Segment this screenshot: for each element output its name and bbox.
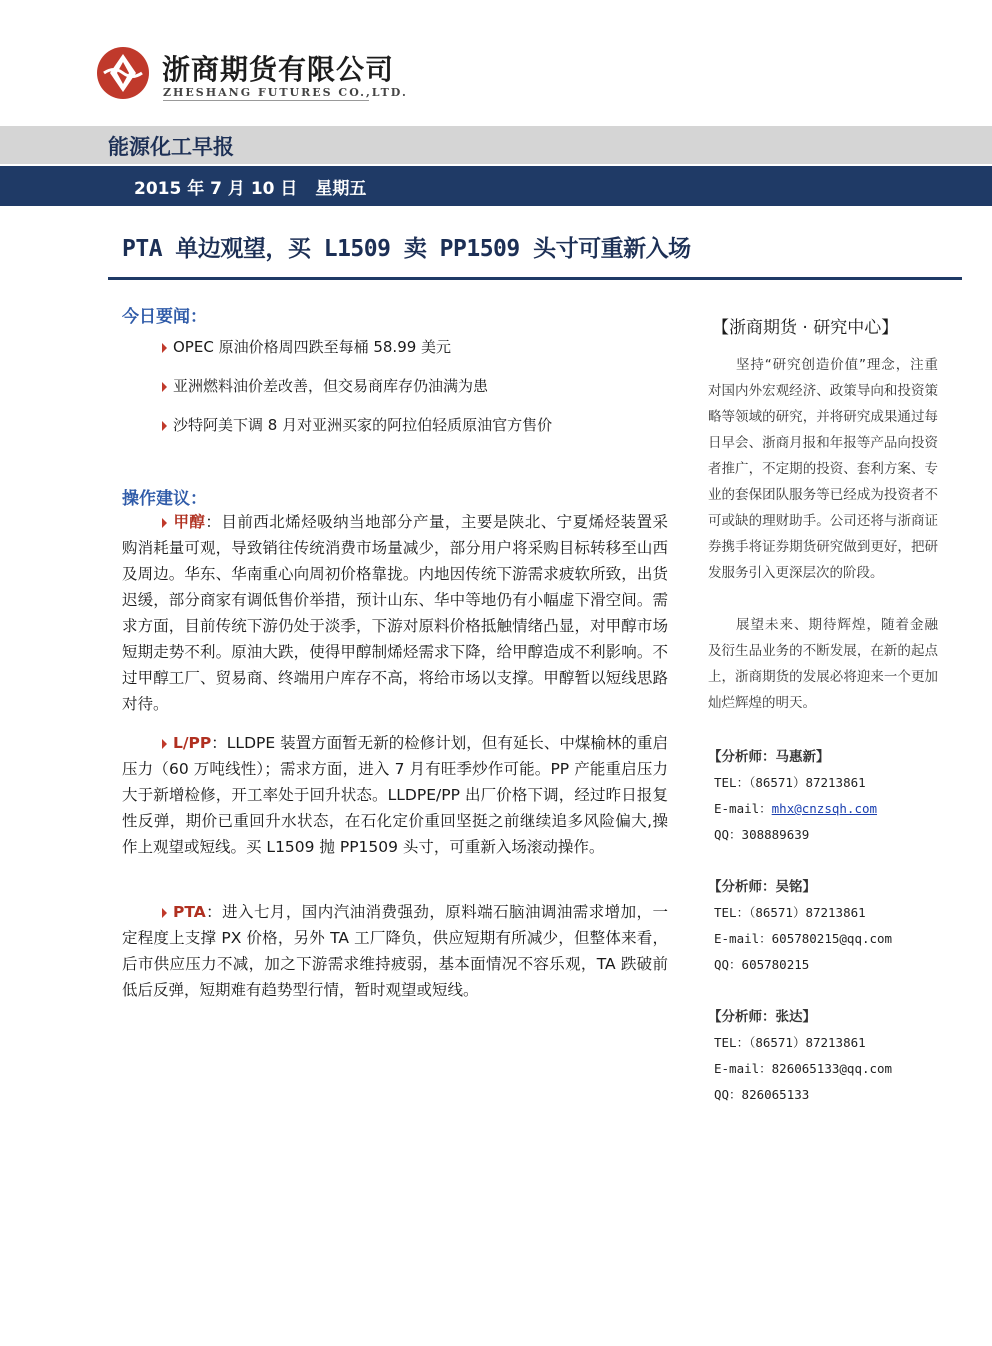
analyst-qq: QQ：826065133: [714, 1087, 810, 1102]
paragraph-text: ：目前西北烯烃吸纳当地部分产量，主要是陕北、宁夏烯烃装置采购消耗量可观，导致销往传统消费市场量减少，部分用户将采购目标转移至山西及周边。华东、华南重心向周初价格靠拢。内地因传统下游需求疲软所致，出货迟缓，部分商家有调低售价举措，预计山东、华中等地仍有小幅虚下滑空间。需求方面，目前传统下游仍处于淡季，下游对原料价格抵触情绪凸显，对甲醇市场短期走势不利。原油大跌，使得甲醇制烯烃需求下降，给甲醇造成不利影响。不过甲醇工厂、贸易商、终端用户库存不高，将给市场以支撑。甲醇暂以短线思路对待。: [122, 513, 668, 713]
report-type: 能源化工早报: [108, 135, 234, 159]
email-label: E-mail：: [714, 931, 772, 946]
advice-paragraph-lpp: [122, 730, 668, 860]
analyst-email-link[interactable]: mhx@cnzsqh.com: [771, 801, 878, 816]
paragraph-lead: L/PP: [173, 734, 212, 752]
bullet-arrow-icon: [162, 518, 167, 528]
report-date: 2015 年 7 月 10 日: [134, 179, 298, 199]
analyst-name: 【分析师：张达】: [708, 1009, 816, 1025]
research-center-outlook: 展望未来、期待辉煌，随着金融及衍生品业务的不断发展，在新的起点上，浙商期货的发展必将迎来一个更加灿烂辉煌的明天。: [708, 617, 938, 711]
paragraph-lead: 甲醇: [173, 513, 206, 531]
research-center-intro: 坚持“研究创造价值”理念，注重对国内外宏观经济、政策导向和投资策略等领域的研究，并将研究成果通过每日早会、浙商月报和年报等产品向投资者推广，不定期的投资、套利方案、专业的套保团队服务等已经成为投资者不可或缺的理财助手。公司还将与浙商证券携手将证券期货研究做到更好，把研发服务引入更深层次的阶段。: [708, 357, 938, 581]
analyst-email: 826065133@qq.com: [771, 1061, 893, 1076]
analyst-email-row: [714, 929, 892, 947]
analyst-email-row: [714, 1059, 892, 1077]
company-name-cn: 浙商期货有限公司: [162, 53, 395, 86]
analyst-email: 605780215@qq.com: [771, 931, 893, 946]
analyst-email-row: [714, 799, 877, 817]
bullet-arrow-icon: [162, 421, 167, 431]
news-item: [162, 375, 488, 396]
bullet-arrow-icon: [162, 382, 167, 392]
report-date-line: [134, 174, 366, 199]
bullet-arrow-icon: [162, 739, 167, 749]
email-label: E-mail：: [714, 801, 772, 816]
advice-paragraph-pta: [122, 899, 668, 1003]
analyst-qq: QQ：605780215: [714, 957, 810, 972]
analyst-qq: QQ：308889639: [714, 827, 810, 842]
analyst-tel: TEL：（86571）87213861: [714, 775, 866, 790]
news-item-text: 沙特阿美下调 8 月对亚洲买家的阿拉伯轻质原油官方售价: [173, 416, 553, 434]
report-weekday: 星期五: [315, 179, 367, 199]
news-item: [162, 336, 451, 357]
bullet-arrow-icon: [162, 908, 167, 918]
title-divider: [108, 277, 962, 280]
paragraph-text: ：LLDPE 装置方面暂无新的检修计划，但有延长、中煤榆林的重启压力（60 万吨线性）；需求方面，进入 7 月有旺季炒作可能。PP 产能重启压力大于新增检修，开工率处于回升状态。LLDPE/PP 出厂价格下调，经过昨日报复性反弹，期价已重回升水状态，在石化定价重回坚挺之前继续追多风险偏大,操作上观望或短线。买 L1509 抛 PP1509 头寸，可重新入场滚动操作。: [122, 734, 668, 856]
news-item: [162, 414, 552, 435]
company-name-en: ZHESHANG FUTURES CO.,LTD.: [163, 86, 408, 99]
news-item-text: 亚洲燃料油价差改善，但交易商库存仍油满为患: [173, 377, 489, 395]
report-headline: PTA 单边观望，买 L1509 卖 PP1509 头寸可重新入场: [122, 236, 691, 262]
analyst-tel: TEL：（86571）87213861: [714, 1035, 866, 1050]
analyst-tel: TEL：（86571）87213861: [714, 905, 866, 920]
email-label: E-mail：: [714, 1061, 772, 1076]
advice-heading: 操作建议：: [122, 489, 207, 509]
advice-paragraph-methanol: [122, 509, 668, 717]
bullet-arrow-icon: [162, 343, 167, 353]
analyst-name: 【分析师：吴铭】: [708, 879, 816, 895]
news-heading: 今日要闻：: [122, 307, 207, 327]
analyst-name: 【分析师：马惠新】: [708, 749, 830, 765]
paragraph-lead: PTA: [173, 903, 206, 921]
news-item-text: OPEC 原油价格周四跌至每桶 58.99 美元: [173, 338, 452, 356]
company-logo-icon: [96, 46, 150, 100]
logo-underline: [163, 100, 369, 101]
paragraph-text: ：进入七月，国内汽油消费强劲，原料端石脑油调油需求增加，一定程度上支撑 PX 价格，另外 TA 工厂降负，供应短期有所减少，但整体来看，后市供应压力不减，加之下游需求维持疲弱，基本面情况不容乐观，TA 跌破前低后反弹，短期难有趋势型行情，暂时观望或短线。: [122, 903, 668, 999]
research-center-title: 【浙商期货 · 研究中心】: [712, 318, 899, 338]
